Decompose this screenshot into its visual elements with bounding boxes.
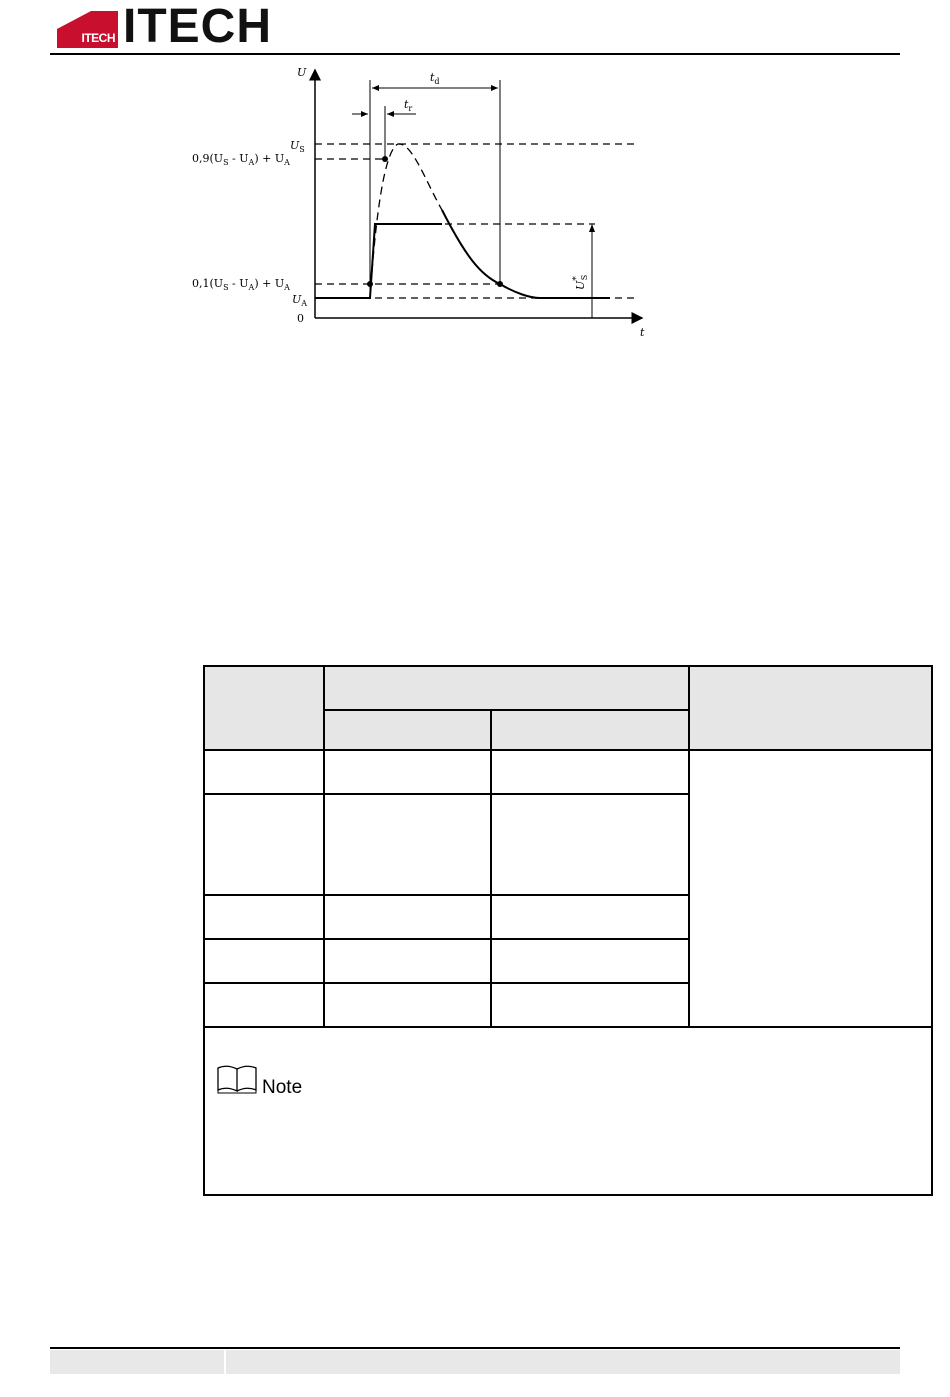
svg-text:0,9(US - UA) + UA: $0,9(U_S - U_A) + U_A$: [192, 152, 290, 167]
svg-text:td: $t_d$: [430, 71, 440, 86]
waveform-figure: [180, 60, 660, 350]
page-header: [0, 0, 950, 60]
logo-flag-icon: ITECH: [57, 11, 118, 48]
footer-bar: [50, 1350, 900, 1374]
table-row: [204, 750, 932, 794]
itech-logo: [57, 0, 272, 53]
axis-label-t: t: [640, 326, 645, 339]
point-90pct-rise: [382, 156, 388, 162]
svg-text:US: $U_S$: [290, 139, 305, 154]
svg-text:tr: $t_r$: [404, 98, 413, 113]
table-header-cell: [491, 710, 690, 750]
footer-divider: [50, 1347, 900, 1349]
table-header-cell: [324, 666, 689, 710]
svg-text:0,1(US - UA) + UA: $0,1(U_S - U_A) + U_A$: [192, 277, 290, 292]
note-row: [204, 1027, 932, 1195]
point-10pct-rise: [367, 281, 373, 287]
table-header-cell: [689, 666, 932, 750]
spec-table: [203, 665, 933, 1196]
merged-cell: [689, 750, 932, 1027]
point-10pct-fall: [497, 281, 503, 287]
note-cell: [204, 1027, 932, 1195]
table-header-cell: [324, 710, 490, 750]
logo-wordmark: ITECH: [123, 0, 272, 53]
table-header-cell: [204, 666, 324, 750]
note-label: Note: [262, 1077, 303, 1098]
book-icon: [215, 1064, 261, 1094]
svg-text:UA: $U_A$: [292, 293, 308, 308]
axis-label-u: U: [297, 66, 307, 79]
header-divider: [50, 53, 900, 55]
svg-text:0: 0: [297, 312, 304, 325]
svg-text:U*S: U*S: [572, 274, 589, 290]
